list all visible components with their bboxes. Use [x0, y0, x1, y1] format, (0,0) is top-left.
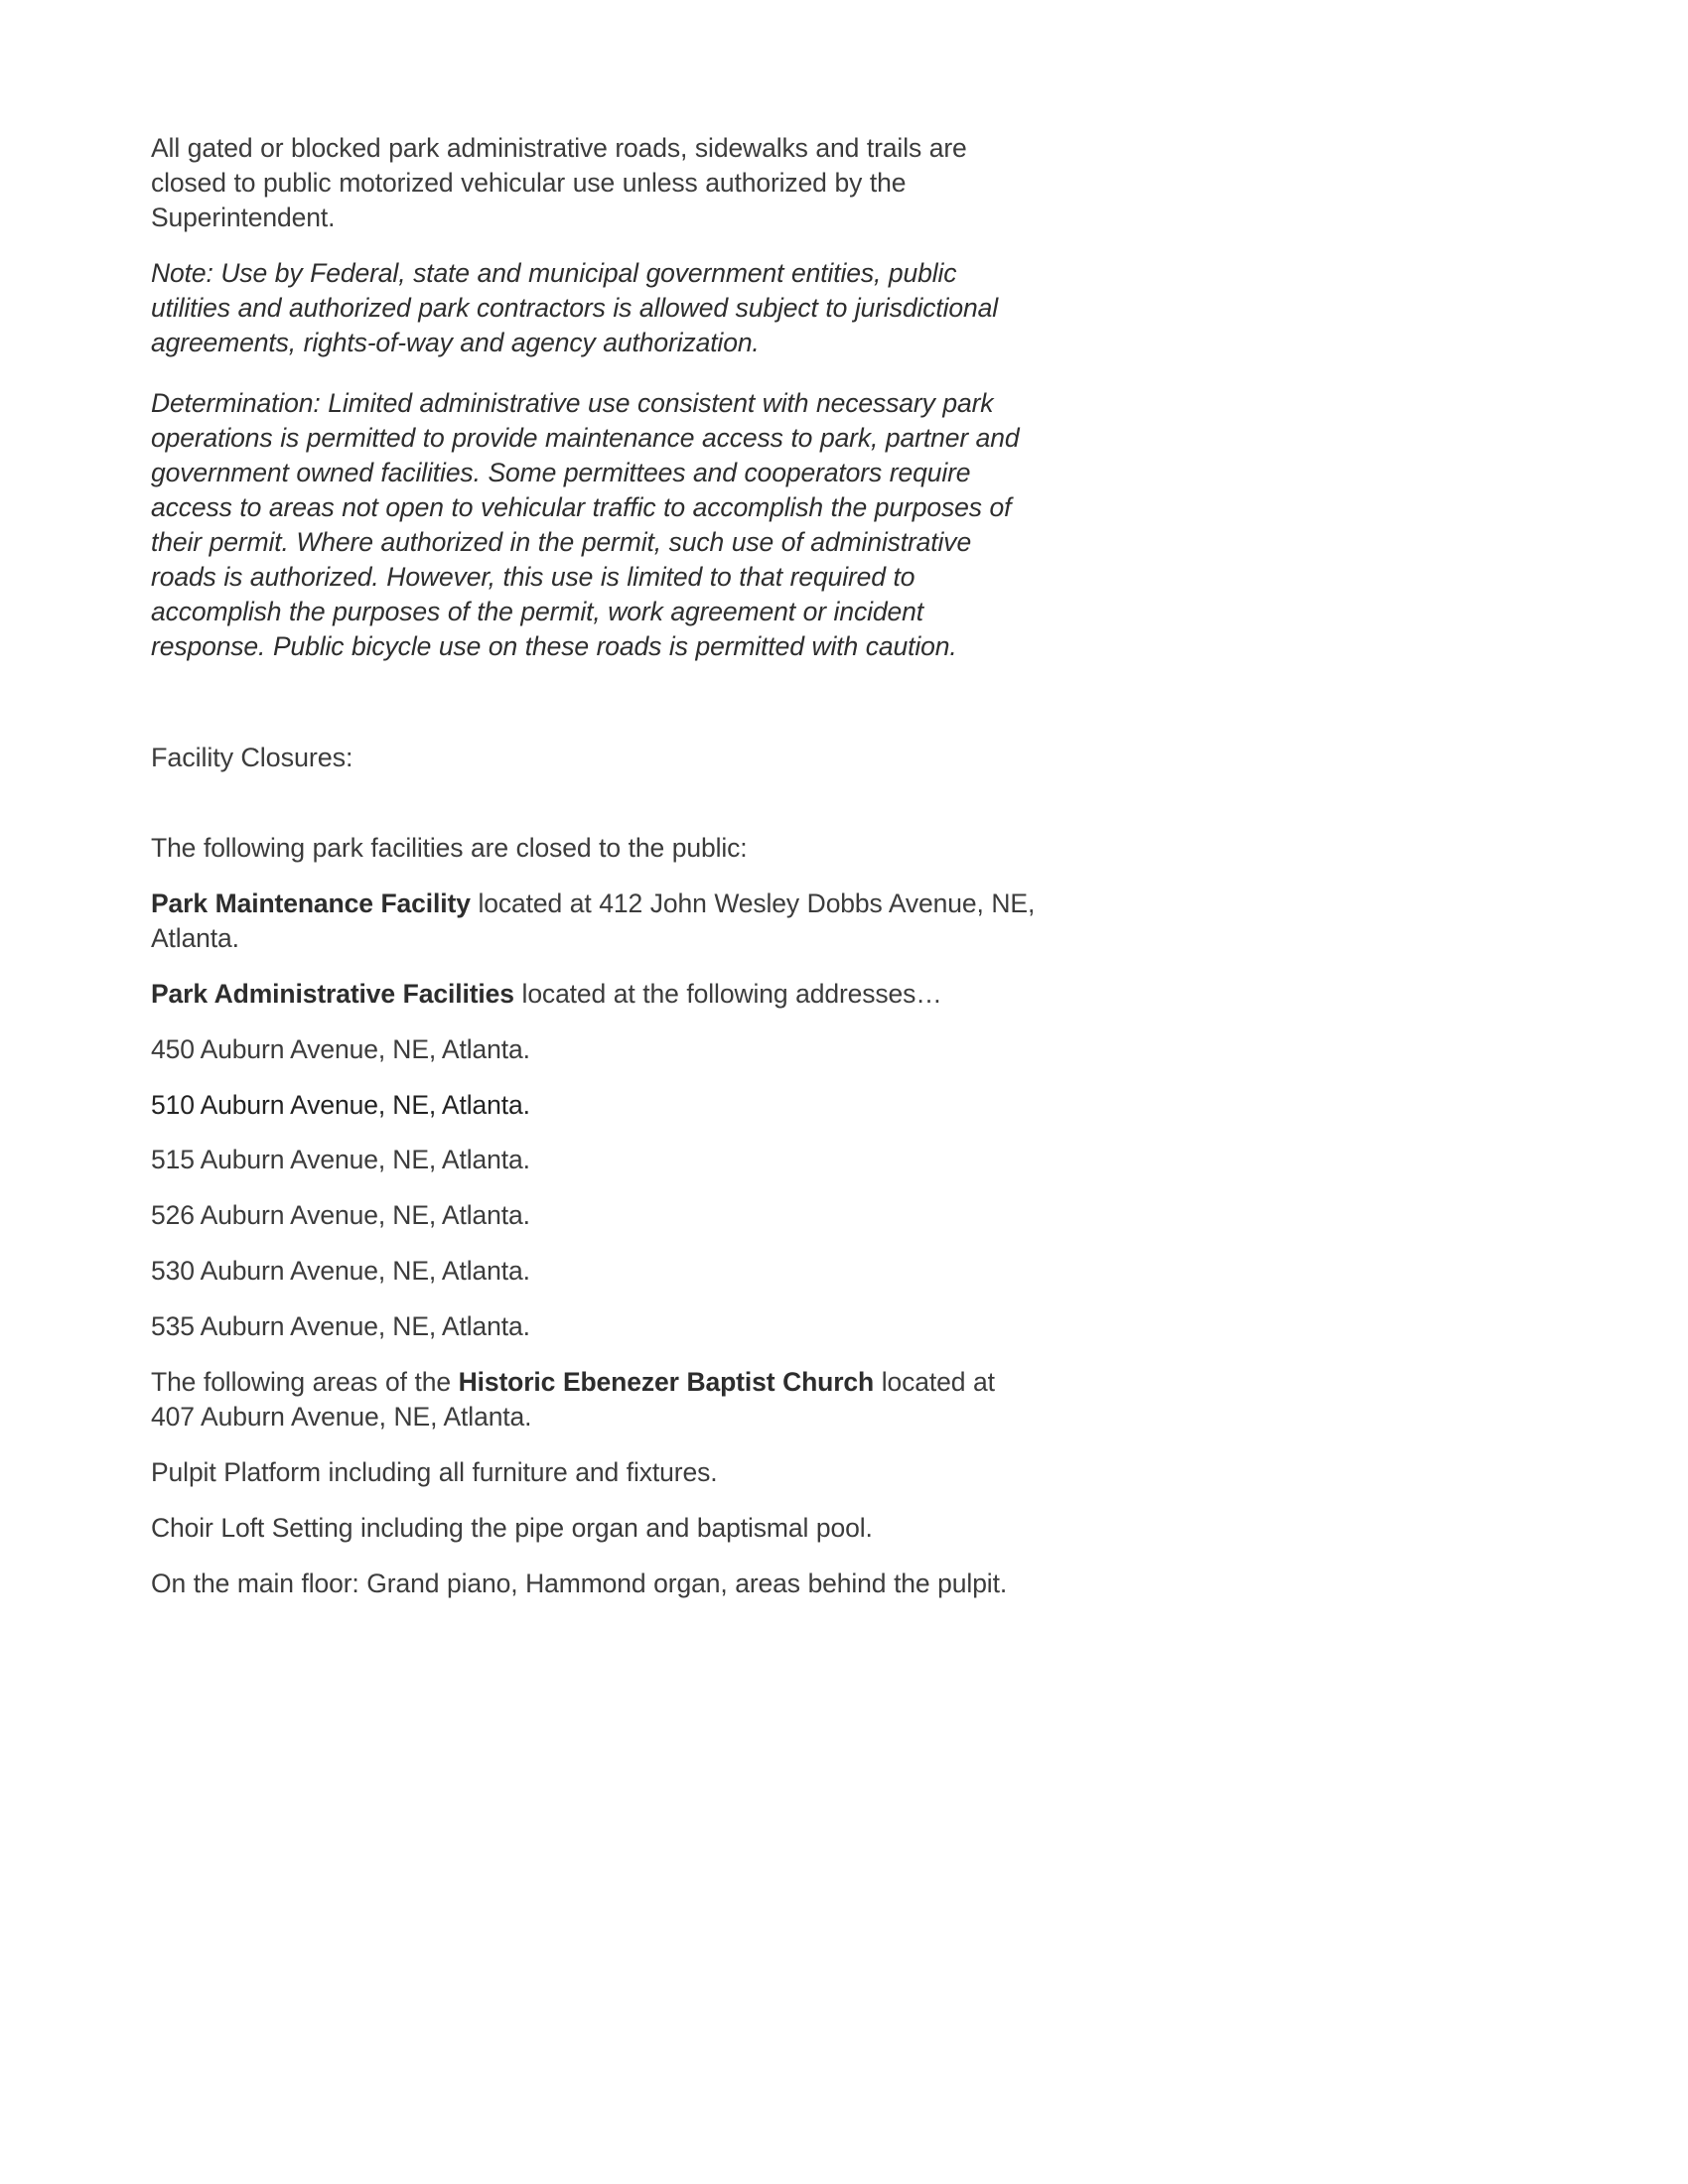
- list-item: 515 Auburn Avenue, NE, Atlanta.: [151, 1145, 530, 1175]
- list-item: 535 Auburn Avenue, NE, Atlanta.: [151, 1311, 530, 1342]
- list-item: 450 Auburn Avenue, NE, Atlanta.: [151, 1033, 530, 1064]
- text-administrative-facilities-intro: located at the following addresses…: [513, 978, 942, 1009]
- list-item: On the main floor: Grand piano, Hammond organ, areas behind the pulpit.: [151, 1569, 1008, 1599]
- list-item: 510 Auburn Avenue, NE, Atlanta.: [151, 1089, 530, 1120]
- list-item: 526 Auburn Avenue, NE, Atlanta.: [151, 1200, 530, 1231]
- section-spacer-after-heading: [151, 775, 1040, 831]
- label-historic-ebenezer-baptist-church: Historic Ebenezer Baptist Church: [458, 1367, 875, 1398]
- list-item: Pulpit Platform including all furniture and fixtures.: [151, 1457, 718, 1488]
- text-church-prefix: The following areas of the: [151, 1367, 459, 1398]
- paragraph-ebenezer-church: [151, 1365, 1040, 1434]
- paragraph-determination: Determination: Limited administrative use consistent with necessary park operations is permitted to provide maintenance access to park, partner and government owned facilities. Some permittees and cooperators require access to areas not open to vehicular traffic to accomplish the purposes of their permit. Where authorized in the permit, such use of administrative roads is authorized. However, this use is limited to that required to accomplish the purposes of the permit, work agreement or incident response. Public bicycle use on these roads is permitted with caution.: [151, 387, 1020, 661]
- paragraph-note: Note: Use by Federal, state and municipal government entities, public utilities and authorized park contractors is allowed subject to jurisdictional agreements, rights-of-way and agency authorization.: [151, 257, 998, 357]
- paragraph-closure-intro: The following park facilities are closed to the public:: [151, 832, 748, 863]
- section-heading-facility-closures: Facility Closures:: [151, 742, 353, 772]
- list-item: 530 Auburn Avenue, NE, Atlanta.: [151, 1256, 530, 1287]
- paragraph-administrative-facilities: [151, 977, 1040, 1012]
- section-spacer-before-heading: [151, 685, 1040, 741]
- label-park-maintenance-facility: Park Maintenance Facility: [151, 887, 471, 918]
- label-park-administrative-facilities: Park Administrative Facilities: [151, 978, 514, 1009]
- text-church-address: located at 407 Auburn Avenue, NE, Atlanta.: [151, 1367, 995, 1433]
- text-maintenance-facility-address: located at 412 John Wesley Dobbs Avenue, NE, Atlanta.: [151, 887, 1036, 953]
- list-item: Choir Loft Setting including the pipe organ and baptismal pool.: [151, 1513, 873, 1544]
- document-body: [151, 131, 1040, 1622]
- paragraph-closure-statement: All gated or blocked park administrative roads, sidewalks and trails are closed to public motorized vehicular use unless authorized by the Superintendent.: [151, 133, 967, 232]
- paragraph-maintenance-facility: [151, 887, 1040, 956]
